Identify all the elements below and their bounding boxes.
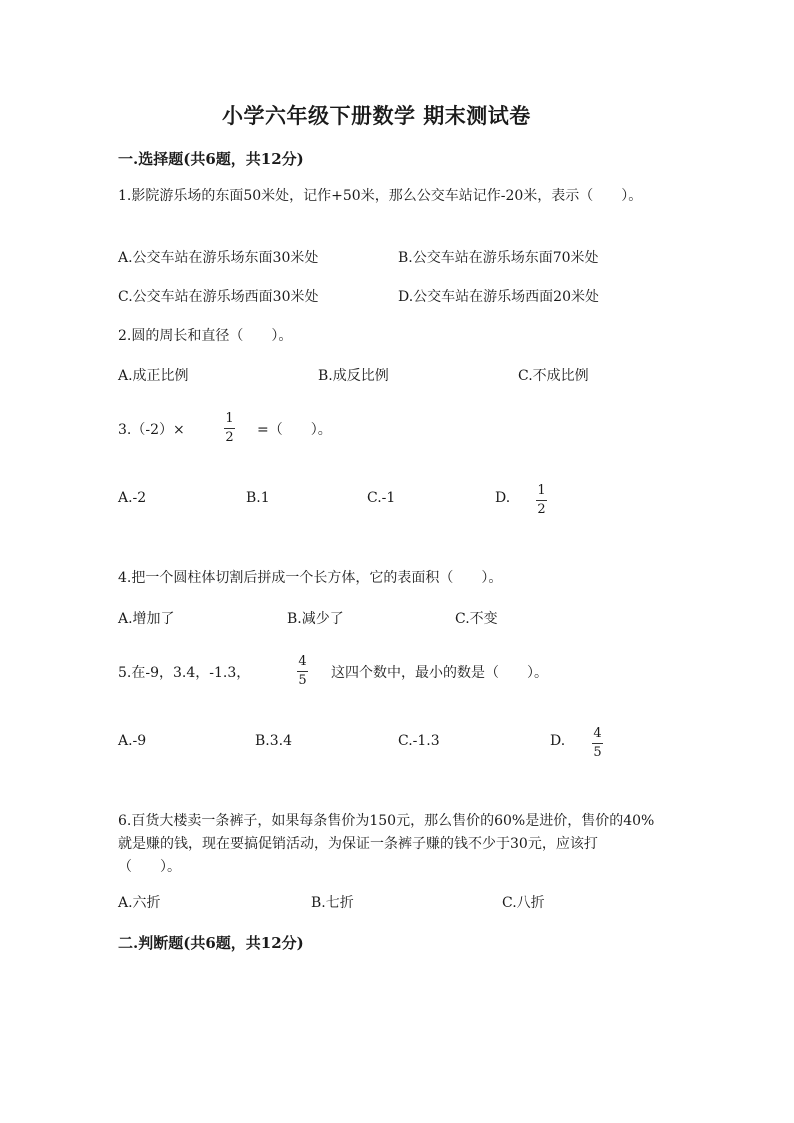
question-3-fraction <box>224 412 235 445</box>
fraction-denominator: 5 <box>593 745 602 760</box>
section-heading-judgement: 二.判断题(共6题，共12分) <box>118 934 304 952</box>
question-2-text: 2.圆的周长和直径（ ）。 <box>118 328 293 344</box>
question-3-option-b: B.1 <box>246 490 270 506</box>
question-6-option-b: B.七折 <box>311 895 354 911</box>
question-3-text-post: =（ ）。 <box>257 422 332 438</box>
fraction-numerator: 4 <box>298 654 307 669</box>
fraction-numerator: 1 <box>225 411 234 426</box>
question-1-option-c: C.公交车站在游乐场西面30米处 <box>118 289 319 305</box>
question-6-option-a: A.六折 <box>118 895 161 911</box>
page-title: 小学六年级下册数学 期末测试卷 <box>222 103 531 128</box>
question-5-text-pre: 5.在-9，3.4，-1.3， <box>118 665 251 681</box>
question-6-option-c: C.八折 <box>502 895 545 911</box>
question-5-fraction <box>297 655 308 688</box>
fraction-bar <box>224 428 235 429</box>
fraction-denominator: 2 <box>537 502 546 517</box>
question-2-option-b: B.成反比例 <box>318 368 389 384</box>
question-1-option-b: B.公交车站在游乐场东面70米处 <box>398 250 599 266</box>
question-3-option-d-fraction <box>536 484 547 517</box>
question-4-option-b: B.减少了 <box>287 611 344 627</box>
section-heading-choice: 一.选择题(共6题，共12分) <box>118 150 304 168</box>
question-2-option-a: A.成正比例 <box>118 368 189 384</box>
question-4-option-c: C.不变 <box>455 611 498 627</box>
question-5-option-a: A.-9 <box>118 733 147 749</box>
question-5-option-c: C.-1.3 <box>398 733 440 749</box>
fraction-denominator: 2 <box>225 430 234 445</box>
question-3-option-c: C.-1 <box>367 490 396 506</box>
question-5-text-post: 这四个数中，最小的数是（ ）。 <box>331 665 548 681</box>
fraction-denominator: 5 <box>298 673 307 688</box>
question-3-text-pre: 3.（-2）× <box>118 422 185 438</box>
question-6-text: 6.百货大楼卖一条裤子，如果每条售价为150元，那么售价的60%是进价，售价的40%就是赚的钱，现在要搞促销活动，为保证一条裤子赚的钱不少于30元，应该打（ ）。 <box>118 813 655 875</box>
question-3-option-d: D. <box>495 490 511 506</box>
question-1-option-a: A.公交车站在游乐场东面30米处 <box>118 250 319 266</box>
fraction-bar <box>297 671 308 672</box>
question-1-option-d: D.公交车站在游乐场西面20米处 <box>398 289 599 305</box>
fraction-numerator: 1 <box>537 483 546 498</box>
question-5-option-d: D. <box>550 733 566 749</box>
question-1-text: 1.影院游乐场的东面50米处，记作+50米，那么公交车站记作-20米，表示（ ）。 <box>118 188 643 204</box>
fraction-bar <box>592 743 603 744</box>
question-4-text: 4.把一个圆柱体切割后拼成一个长方体，它的表面积（ ）。 <box>118 570 503 586</box>
question-3-option-a: A.-2 <box>118 490 147 506</box>
fraction-numerator: 4 <box>593 726 602 741</box>
fraction-bar <box>536 500 547 501</box>
question-2-option-c: C.不成比例 <box>518 368 589 384</box>
question-5-option-d-fraction <box>592 727 603 760</box>
question-4-option-a: A.增加了 <box>118 611 175 627</box>
question-5-option-b: B.3.4 <box>255 733 293 749</box>
